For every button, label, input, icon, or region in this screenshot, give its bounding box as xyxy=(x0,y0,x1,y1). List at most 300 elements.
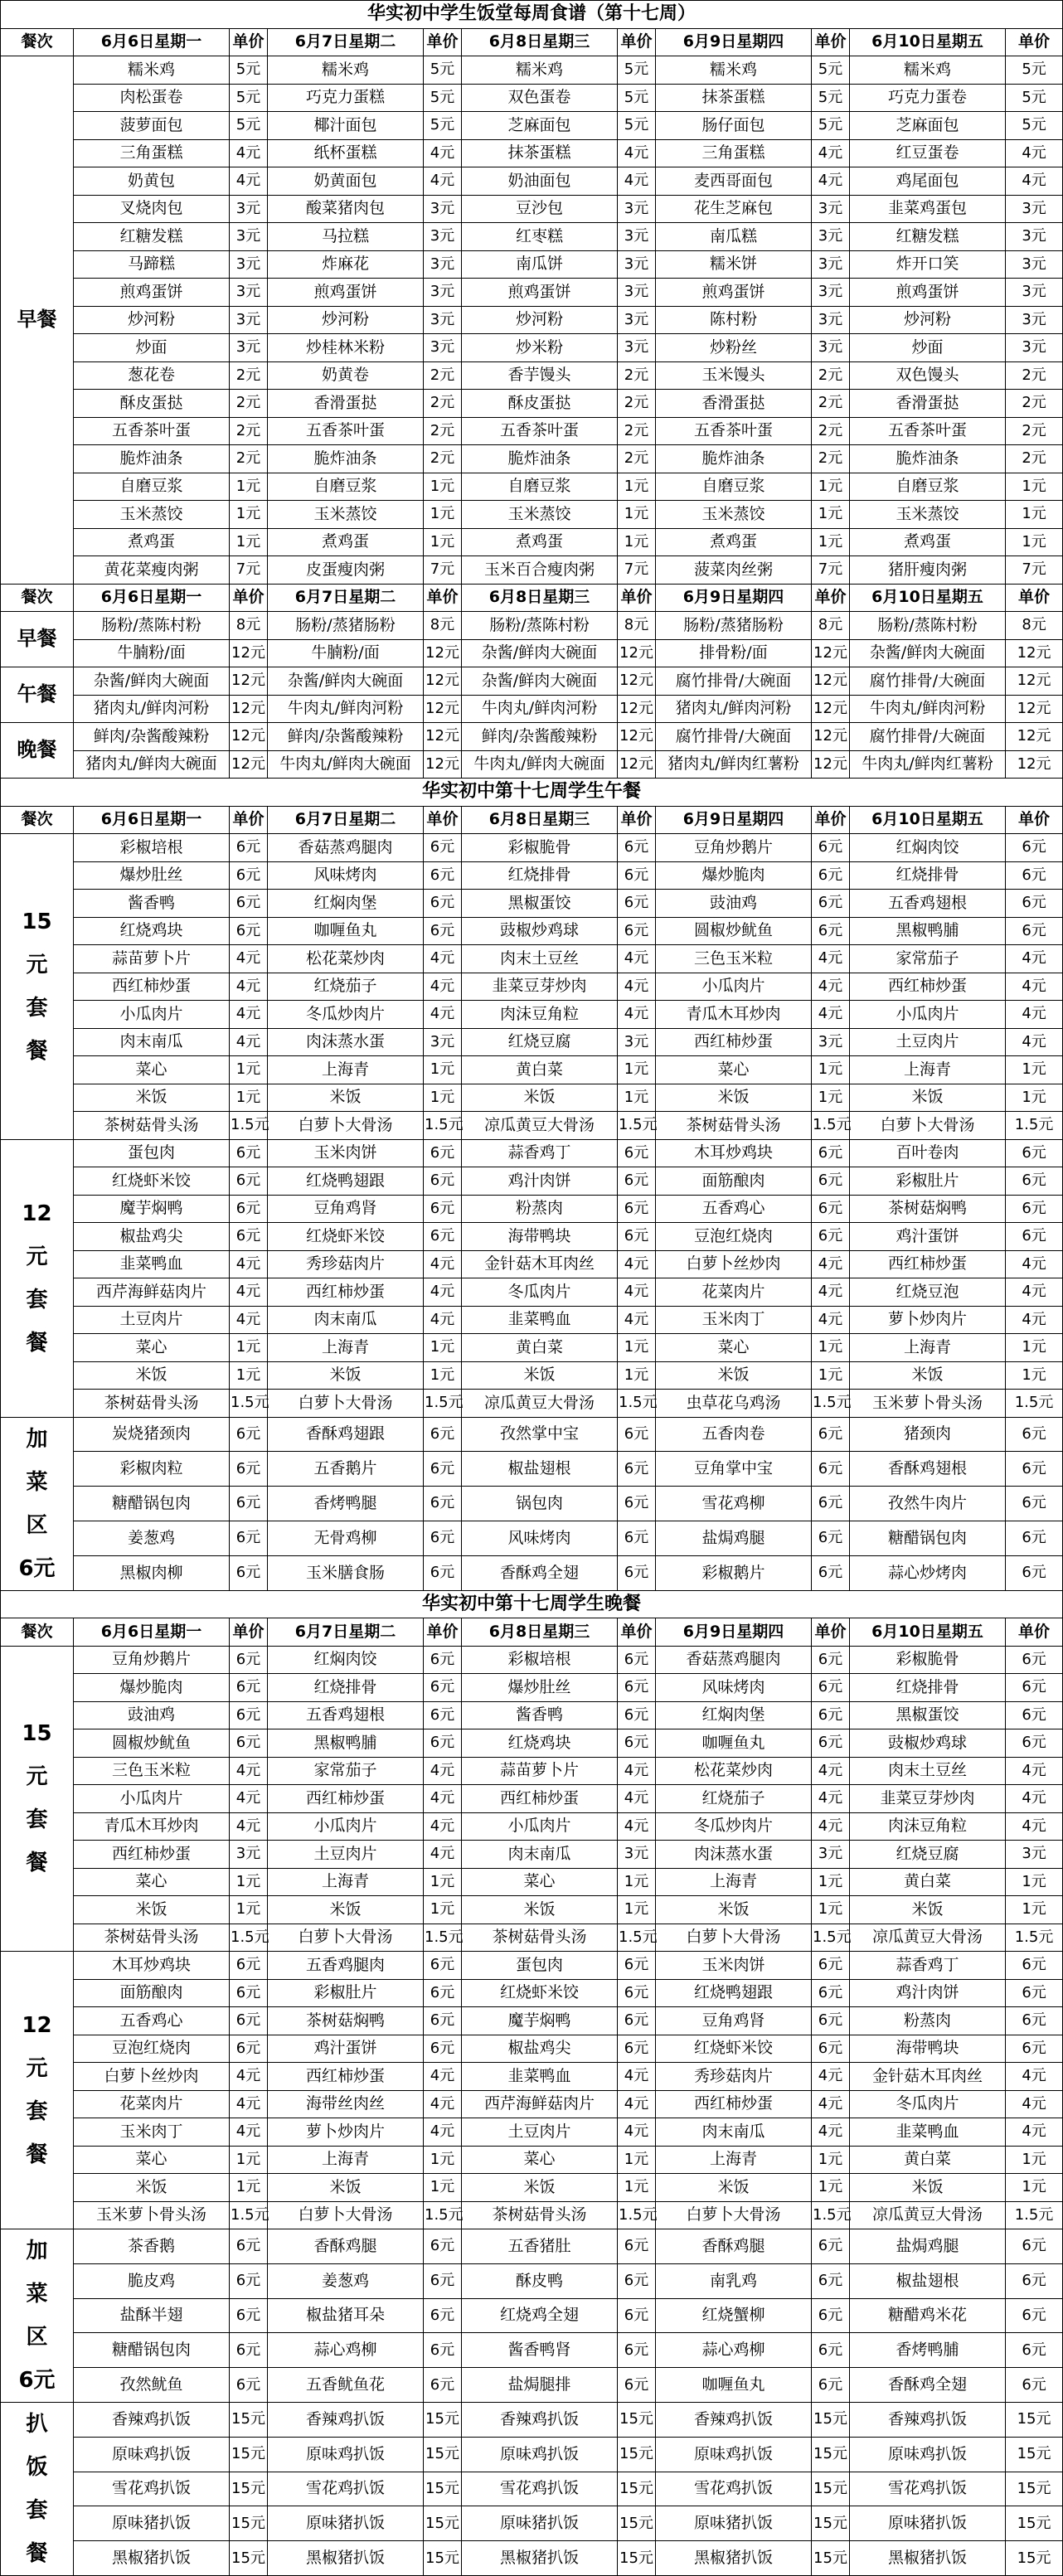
table-row xyxy=(1,834,1063,862)
price-cell: 1元 xyxy=(618,1084,656,1112)
price-cell: 4元 xyxy=(1006,139,1063,167)
price-cell: 1元 xyxy=(424,1056,462,1084)
price-cell: 12元 xyxy=(424,750,462,779)
price-cell: 4元 xyxy=(812,167,850,196)
dish-cell: 小瓜肉片 xyxy=(850,1001,1006,1029)
dish-cell: 玉米馒头 xyxy=(656,361,812,390)
price-cell: 1元 xyxy=(424,1868,462,1896)
header-cell: 单价 xyxy=(230,806,268,834)
dish-cell: 猪肉丸/鲜肉红薯粉 xyxy=(656,750,812,779)
price-cell: 1.5元 xyxy=(424,2201,462,2229)
price-cell: 15元 xyxy=(618,2472,656,2506)
dish-cell: 彩椒培根 xyxy=(74,834,230,862)
dish-cell: 茶树菇骨头汤 xyxy=(462,1924,618,1952)
dish-cell: 肉末土豆丝 xyxy=(462,945,618,973)
dish-cell: 韭菜鸭血 xyxy=(462,1306,618,1334)
dish-cell: 红烧虾米饺 xyxy=(74,1167,230,1196)
dish-cell: 酥皮蛋挞 xyxy=(462,390,618,418)
price-cell: 1元 xyxy=(230,1084,268,1112)
dish-cell: 香辣鸡扒饭 xyxy=(850,2403,1006,2438)
price-cell: 3元 xyxy=(812,250,850,279)
dish-cell: 煮鸡蛋 xyxy=(462,528,618,556)
dish-cell: 红烧排骨 xyxy=(268,1674,424,1702)
price-cell: 6元 xyxy=(812,834,850,862)
meal-label: 15 元 套 餐 xyxy=(1,834,74,1140)
dish-cell: 西红柿炒蛋 xyxy=(656,2090,812,2118)
header-cell: 6月7日星期二 xyxy=(268,1618,424,1647)
dish-cell: 玉米萝卜骨头汤 xyxy=(74,2201,230,2229)
price-cell: 6元 xyxy=(230,1729,268,1758)
dish-cell: 蒜苗萝卜片 xyxy=(462,1757,618,1785)
header-cell: 6月10日星期五 xyxy=(850,584,1006,612)
dish-cell: 原味猪扒饭 xyxy=(656,2506,812,2541)
dish-cell: 爆炒肚丝 xyxy=(74,861,230,890)
dish-cell: 煮鸡蛋 xyxy=(656,528,812,556)
dish-cell: 豆角鸡肾 xyxy=(268,1195,424,1223)
price-cell: 1.5元 xyxy=(812,1112,850,1140)
table-row xyxy=(1,139,1063,167)
price-cell: 1元 xyxy=(230,1896,268,1924)
dish-cell: 彩椒肚片 xyxy=(850,1167,1006,1196)
dish-cell: 小瓜肉片 xyxy=(74,1785,230,1813)
dish-cell: 茶香鹅 xyxy=(74,2229,230,2264)
price-cell: 1元 xyxy=(230,1361,268,1390)
dish-cell: 西红柿炒蛋 xyxy=(74,973,230,1001)
price-cell: 6元 xyxy=(812,1521,850,1555)
dish-cell: 咖喱鱼丸 xyxy=(656,2368,812,2403)
dish-cell: 豆角鸡肾 xyxy=(656,2007,812,2035)
price-cell: 6元 xyxy=(230,1487,268,1521)
price-cell: 4元 xyxy=(618,1757,656,1785)
meal-label: 12 元 套 餐 xyxy=(1,1952,74,2229)
dish-cell: 原味猪扒饭 xyxy=(268,2506,424,2541)
price-cell: 3元 xyxy=(230,250,268,279)
dish-cell: 猪颈肉 xyxy=(850,1417,1006,1452)
dish-cell: 玉米肉饼 xyxy=(656,1952,812,1980)
price-cell: 3元 xyxy=(812,306,850,334)
price-cell: 4元 xyxy=(812,1250,850,1278)
dish-cell: 酸菜猪肉包 xyxy=(268,195,424,223)
price-cell: 4元 xyxy=(812,1001,850,1029)
table-row xyxy=(1,750,1063,779)
table-row xyxy=(1,1306,1063,1334)
table-row xyxy=(1,1979,1063,2007)
price-cell: 4元 xyxy=(618,1812,656,1841)
dish-cell: 红烧虾米饺 xyxy=(268,1223,424,1251)
table-row xyxy=(1,1812,1063,1841)
header-cell: 6月6日星期一 xyxy=(74,806,230,834)
price-cell: 6元 xyxy=(812,2035,850,2063)
dish-cell: 花生芝麻包 xyxy=(656,195,812,223)
price-cell: 6元 xyxy=(812,861,850,890)
price-cell: 8元 xyxy=(230,612,268,640)
price-cell: 6元 xyxy=(230,834,268,862)
price-cell: 4元 xyxy=(1006,2090,1063,2118)
price-cell: 4元 xyxy=(812,945,850,973)
table-row xyxy=(1,2403,1063,2438)
table-row xyxy=(1,1896,1063,1924)
dish-cell: 雪花鸡扒饭 xyxy=(656,2472,812,2506)
price-cell: 6元 xyxy=(812,917,850,945)
price-cell: 3元 xyxy=(1006,306,1063,334)
dish-cell: 糖醋锅包肉 xyxy=(74,1487,230,1521)
price-cell: 6元 xyxy=(812,2263,850,2298)
dish-cell: 糖醋锅包肉 xyxy=(850,1521,1006,1555)
dish-cell: 香酥鸡翅跟 xyxy=(268,1417,424,1452)
table-row xyxy=(1,2146,1063,2174)
price-cell: 1.5元 xyxy=(1006,1390,1063,1418)
price-cell: 1.5元 xyxy=(812,2201,850,2229)
dish-cell: 炒河粉 xyxy=(268,306,424,334)
price-cell: 4元 xyxy=(812,139,850,167)
price-cell: 6元 xyxy=(812,1195,850,1223)
dish-cell: 鲜肉/杂酱酸辣粉 xyxy=(462,723,618,751)
dish-cell: 黑椒鸭脯 xyxy=(268,1729,424,1758)
dish-cell: 冬瓜炒肉片 xyxy=(656,1812,812,1841)
header-cell: 餐次 xyxy=(1,1618,74,1647)
table-row xyxy=(1,1390,1063,1418)
price-cell: 4元 xyxy=(424,1841,462,1869)
price-cell: 6元 xyxy=(618,2333,656,2368)
price-cell: 6元 xyxy=(812,890,850,918)
dish-cell: 香滑蛋挞 xyxy=(268,390,424,418)
dish-cell: 五香茶叶蛋 xyxy=(656,417,812,445)
price-cell: 6元 xyxy=(618,1952,656,1980)
price-cell: 5元 xyxy=(812,56,850,85)
price-cell: 7元 xyxy=(618,556,656,585)
dish-cell: 米饭 xyxy=(74,1896,230,1924)
dish-cell: 香酥鸡全翅 xyxy=(850,2368,1006,2403)
price-cell: 1元 xyxy=(618,473,656,501)
price-cell: 12元 xyxy=(618,750,656,779)
price-cell: 12元 xyxy=(1006,667,1063,696)
dish-cell: 西红柿炒蛋 xyxy=(268,1278,424,1307)
dish-cell: 三色玉米粒 xyxy=(74,1757,230,1785)
header-cell: 单价 xyxy=(230,1618,268,1647)
price-cell: 3元 xyxy=(812,1028,850,1056)
table-row xyxy=(1,1028,1063,1056)
meal-label: 加 菜 区 6元 xyxy=(1,1417,74,1590)
table-row xyxy=(1,2541,1063,2576)
price-cell: 4元 xyxy=(1006,1812,1063,1841)
price-cell: 12元 xyxy=(812,723,850,751)
price-cell: 4元 xyxy=(618,1001,656,1029)
price-cell: 6元 xyxy=(812,1952,850,1980)
price-cell: 1元 xyxy=(812,528,850,556)
dish-cell: 肉沫豆角粒 xyxy=(850,1812,1006,1841)
dish-cell: 红烧鸭翅跟 xyxy=(268,1167,424,1196)
dish-cell: 糯米鸡 xyxy=(850,56,1006,85)
dish-cell: 椒盐翅根 xyxy=(850,2263,1006,2298)
price-cell: 6元 xyxy=(424,1417,462,1452)
dish-cell: 姜葱鸡 xyxy=(268,2263,424,2298)
dish-cell: 香辣鸡扒饭 xyxy=(462,2403,618,2438)
dish-cell: 煮鸡蛋 xyxy=(268,528,424,556)
table-row xyxy=(1,2035,1063,2063)
price-cell: 12元 xyxy=(424,723,462,751)
dish-cell: 凉瓜黄豆大骨汤 xyxy=(462,1390,618,1418)
price-cell: 4元 xyxy=(812,973,850,1001)
dish-cell: 香酥鸡腿 xyxy=(656,2229,812,2264)
price-cell: 6元 xyxy=(812,1555,850,1590)
dish-cell: 豆沙包 xyxy=(462,195,618,223)
dish-cell: 金针菇木耳肉丝 xyxy=(462,1250,618,1278)
dish-cell: 炒面 xyxy=(74,334,230,362)
price-cell: 2元 xyxy=(812,417,850,445)
price-cell: 3元 xyxy=(230,195,268,223)
dish-cell: 红豆蛋卷 xyxy=(850,139,1006,167)
header-cell: 6月9日星期四 xyxy=(656,1618,812,1647)
dish-cell: 香芋馒头 xyxy=(462,361,618,390)
price-cell: 4元 xyxy=(230,1785,268,1813)
price-cell: 1元 xyxy=(424,473,462,501)
table-row xyxy=(1,1001,1063,1029)
price-cell: 1元 xyxy=(812,1896,850,1924)
price-cell: 6元 xyxy=(230,1674,268,1702)
dish-cell: 白萝卜大骨汤 xyxy=(268,1924,424,1952)
price-cell: 6元 xyxy=(424,2263,462,2298)
table-row xyxy=(1,2333,1063,2368)
dish-cell: 土豆肉片 xyxy=(268,1841,424,1869)
dish-cell: 菜心 xyxy=(656,1056,812,1084)
dish-cell: 红焖肉饺 xyxy=(268,1646,424,1674)
table-row xyxy=(1,556,1063,585)
dish-cell: 菠菜肉丝粥 xyxy=(656,556,812,585)
price-cell: 1.5元 xyxy=(230,1112,268,1140)
dish-cell: 米饭 xyxy=(74,1084,230,1112)
table-row xyxy=(1,1674,1063,1702)
price-cell: 1元 xyxy=(424,1896,462,1924)
price-cell: 3元 xyxy=(230,1841,268,1869)
price-cell: 3元 xyxy=(424,279,462,307)
price-cell: 6元 xyxy=(618,1979,656,2007)
dish-cell: 红烧鸭翅跟 xyxy=(656,1979,812,2007)
price-cell: 6元 xyxy=(618,1452,656,1487)
dish-cell: 炒桂林米粉 xyxy=(268,334,424,362)
dish-cell: 五香鸡翅根 xyxy=(268,1701,424,1729)
meal-label: 15 元 套 餐 xyxy=(1,1646,74,1952)
header-cell: 单价 xyxy=(1006,28,1063,56)
header-cell: 6月7日星期二 xyxy=(268,806,424,834)
price-cell: 15元 xyxy=(230,2403,268,2438)
dish-cell: 自磨豆浆 xyxy=(850,473,1006,501)
header-cell: 餐次 xyxy=(1,28,74,56)
table-row xyxy=(1,501,1063,529)
table-row xyxy=(1,1555,1063,1590)
header-cell: 单价 xyxy=(618,1618,656,1647)
dish-cell: 彩椒脆骨 xyxy=(462,834,618,862)
header-cell: 6月7日星期二 xyxy=(268,28,424,56)
table-row xyxy=(1,2263,1063,2298)
price-cell: 4元 xyxy=(230,1028,268,1056)
dish-cell: 白萝卜丝炒肉 xyxy=(656,1250,812,1278)
table-row xyxy=(1,1924,1063,1952)
dish-cell: 酱香鸭 xyxy=(462,1701,618,1729)
price-cell: 4元 xyxy=(1006,167,1063,196)
dish-cell: 红烧豆泡 xyxy=(850,1278,1006,1307)
price-cell: 4元 xyxy=(424,1785,462,1813)
price-cell: 6元 xyxy=(1006,917,1063,945)
dish-cell: 腐竹排骨/大碗面 xyxy=(850,723,1006,751)
header-cell: 单价 xyxy=(812,584,850,612)
dish-cell: 自磨豆浆 xyxy=(462,473,618,501)
dish-cell: 椰汁面包 xyxy=(268,112,424,140)
header-cell: 6月6日星期一 xyxy=(74,1618,230,1647)
dish-cell: 肠粉/蒸陈村粉 xyxy=(850,612,1006,640)
price-cell: 4元 xyxy=(812,1278,850,1307)
dish-cell: 红枣糕 xyxy=(462,223,618,251)
price-cell: 6元 xyxy=(812,1729,850,1758)
table-row xyxy=(1,334,1063,362)
table-row xyxy=(1,56,1063,85)
price-cell: 6元 xyxy=(812,1139,850,1167)
price-cell: 12元 xyxy=(230,750,268,779)
dish-cell: 椒盐猪耳朵 xyxy=(268,2298,424,2333)
price-cell: 4元 xyxy=(230,2063,268,2091)
price-cell: 6元 xyxy=(618,1521,656,1555)
dish-cell: 玉米肉丁 xyxy=(656,1306,812,1334)
dish-cell: 肠粉/蒸猪肠粉 xyxy=(268,612,424,640)
price-cell: 12元 xyxy=(618,667,656,696)
price-cell: 1元 xyxy=(424,1361,462,1390)
price-cell: 6元 xyxy=(1006,1555,1063,1590)
dish-cell: 秀珍菇肉片 xyxy=(268,1250,424,1278)
price-cell: 4元 xyxy=(230,973,268,1001)
meal-label: 晚餐 xyxy=(1,723,74,779)
dish-cell: 蒜苗萝卜片 xyxy=(74,945,230,973)
dish-cell: 红糖发糕 xyxy=(850,223,1006,251)
price-cell: 4元 xyxy=(618,1278,656,1307)
header-cell: 单价 xyxy=(424,806,462,834)
dish-cell: 原味猪扒饭 xyxy=(850,2506,1006,2541)
dish-cell: 百叶卷肉 xyxy=(850,1139,1006,1167)
table-row xyxy=(1,417,1063,445)
dish-cell: 香辣鸡扒饭 xyxy=(74,2403,230,2438)
dish-cell: 猪肉丸/鲜肉河粉 xyxy=(74,695,230,723)
price-cell: 12元 xyxy=(424,695,462,723)
price-cell: 4元 xyxy=(1006,1278,1063,1307)
price-cell: 15元 xyxy=(230,2541,268,2576)
dish-cell: 肉松蛋卷 xyxy=(74,84,230,112)
dish-cell: 牛腩粉/面 xyxy=(74,639,230,667)
price-cell: 6元 xyxy=(424,2298,462,2333)
price-cell: 6元 xyxy=(812,1979,850,2007)
price-cell: 1元 xyxy=(812,1361,850,1390)
price-cell: 6元 xyxy=(618,917,656,945)
price-cell: 1元 xyxy=(1006,528,1063,556)
header-cell: 6月9日星期四 xyxy=(656,28,812,56)
dish-cell: 西芹海鲜菇肉片 xyxy=(74,1278,230,1307)
price-cell: 2元 xyxy=(424,390,462,418)
price-cell: 6元 xyxy=(812,1487,850,1521)
dish-cell: 玉米蒸饺 xyxy=(656,501,812,529)
price-cell: 7元 xyxy=(1006,556,1063,585)
price-cell: 6元 xyxy=(618,1223,656,1251)
price-cell: 15元 xyxy=(812,2472,850,2506)
price-cell: 4元 xyxy=(1006,1306,1063,1334)
dish-cell: 盐酥半翅 xyxy=(74,2298,230,2333)
dish-cell: 原味鸡扒饭 xyxy=(268,2437,424,2472)
dish-cell: 冬瓜炒肉片 xyxy=(268,1001,424,1029)
dish-cell: 上海青 xyxy=(850,1334,1006,1362)
table-row xyxy=(1,1223,1063,1251)
dish-cell: 盐焗鸡腿 xyxy=(850,2229,1006,2264)
table-row xyxy=(1,2174,1063,2202)
dish-cell: 纸杯蛋糕 xyxy=(268,139,424,167)
dish-cell: 糯米鸡 xyxy=(74,56,230,85)
price-cell: 1.5元 xyxy=(812,1924,850,1952)
dish-cell: 牛肉丸/鲜肉河粉 xyxy=(268,695,424,723)
dish-cell: 萝卜炒肉片 xyxy=(268,2118,424,2147)
price-cell: 12元 xyxy=(1006,750,1063,779)
dish-cell: 黑椒肉柳 xyxy=(74,1555,230,1590)
table-row xyxy=(1,528,1063,556)
dish-cell: 彩椒肉粒 xyxy=(74,1452,230,1487)
dish-cell: 五香茶叶蛋 xyxy=(268,417,424,445)
table-row xyxy=(1,973,1063,1001)
dish-cell: 白萝卜大骨汤 xyxy=(268,1112,424,1140)
dish-cell: 秀珍菇肉片 xyxy=(656,2063,812,2091)
dish-cell: 红烧鸡全翅 xyxy=(462,2298,618,2333)
dish-cell: 面筋酿肉 xyxy=(74,1979,230,2007)
price-cell: 6元 xyxy=(230,2333,268,2368)
dish-cell: 海带鸭块 xyxy=(462,1223,618,1251)
price-cell: 4元 xyxy=(812,1812,850,1841)
dish-cell: 肠粉/蒸陈村粉 xyxy=(74,612,230,640)
dish-cell: 魔芋焖鸭 xyxy=(74,1195,230,1223)
price-cell: 4元 xyxy=(618,1250,656,1278)
dish-cell: 香菇蒸鸡腿肉 xyxy=(268,834,424,862)
dish-cell: 风味烤肉 xyxy=(656,1674,812,1702)
table-row xyxy=(1,917,1063,945)
dish-cell: 鸡汁肉饼 xyxy=(462,1167,618,1196)
dish-cell: 茶树菇焖鸭 xyxy=(850,1195,1006,1223)
dish-cell: 香滑蛋挞 xyxy=(656,390,812,418)
dish-cell: 上海青 xyxy=(656,2146,812,2174)
price-cell: 2元 xyxy=(424,417,462,445)
header-cell: 餐次 xyxy=(1,584,74,612)
price-cell: 6元 xyxy=(618,1646,656,1674)
dish-cell: 麦西哥面包 xyxy=(656,167,812,196)
table-row xyxy=(1,390,1063,418)
price-cell: 6元 xyxy=(230,2298,268,2333)
price-cell: 1.5元 xyxy=(618,1112,656,1140)
price-cell: 6元 xyxy=(424,2368,462,2403)
dish-cell: 米饭 xyxy=(74,2174,230,2202)
dish-cell: 脆炸油条 xyxy=(268,445,424,473)
price-cell: 4元 xyxy=(424,1306,462,1334)
dish-cell: 小瓜肉片 xyxy=(462,1812,618,1841)
price-cell: 6元 xyxy=(618,1701,656,1729)
price-cell: 4元 xyxy=(424,167,462,196)
price-cell: 1元 xyxy=(1006,1868,1063,1896)
price-cell: 15元 xyxy=(230,2437,268,2472)
header-cell: 6月9日星期四 xyxy=(656,806,812,834)
dish-cell: 茶树菇焖鸭 xyxy=(268,2007,424,2035)
price-cell: 1元 xyxy=(1006,1084,1063,1112)
price-cell: 1元 xyxy=(812,2174,850,2202)
dish-cell: 奶油面包 xyxy=(462,167,618,196)
price-cell: 6元 xyxy=(230,1195,268,1223)
dish-cell: 蛋包肉 xyxy=(462,1952,618,1980)
price-cell: 6元 xyxy=(618,1139,656,1167)
table-row xyxy=(1,112,1063,140)
price-cell: 6元 xyxy=(1006,1167,1063,1196)
price-cell: 6元 xyxy=(1006,1223,1063,1251)
dish-cell: 芝麻面包 xyxy=(462,112,618,140)
dish-cell: 鲜肉/杂酱酸辣粉 xyxy=(74,723,230,751)
price-cell: 1元 xyxy=(618,1056,656,1084)
